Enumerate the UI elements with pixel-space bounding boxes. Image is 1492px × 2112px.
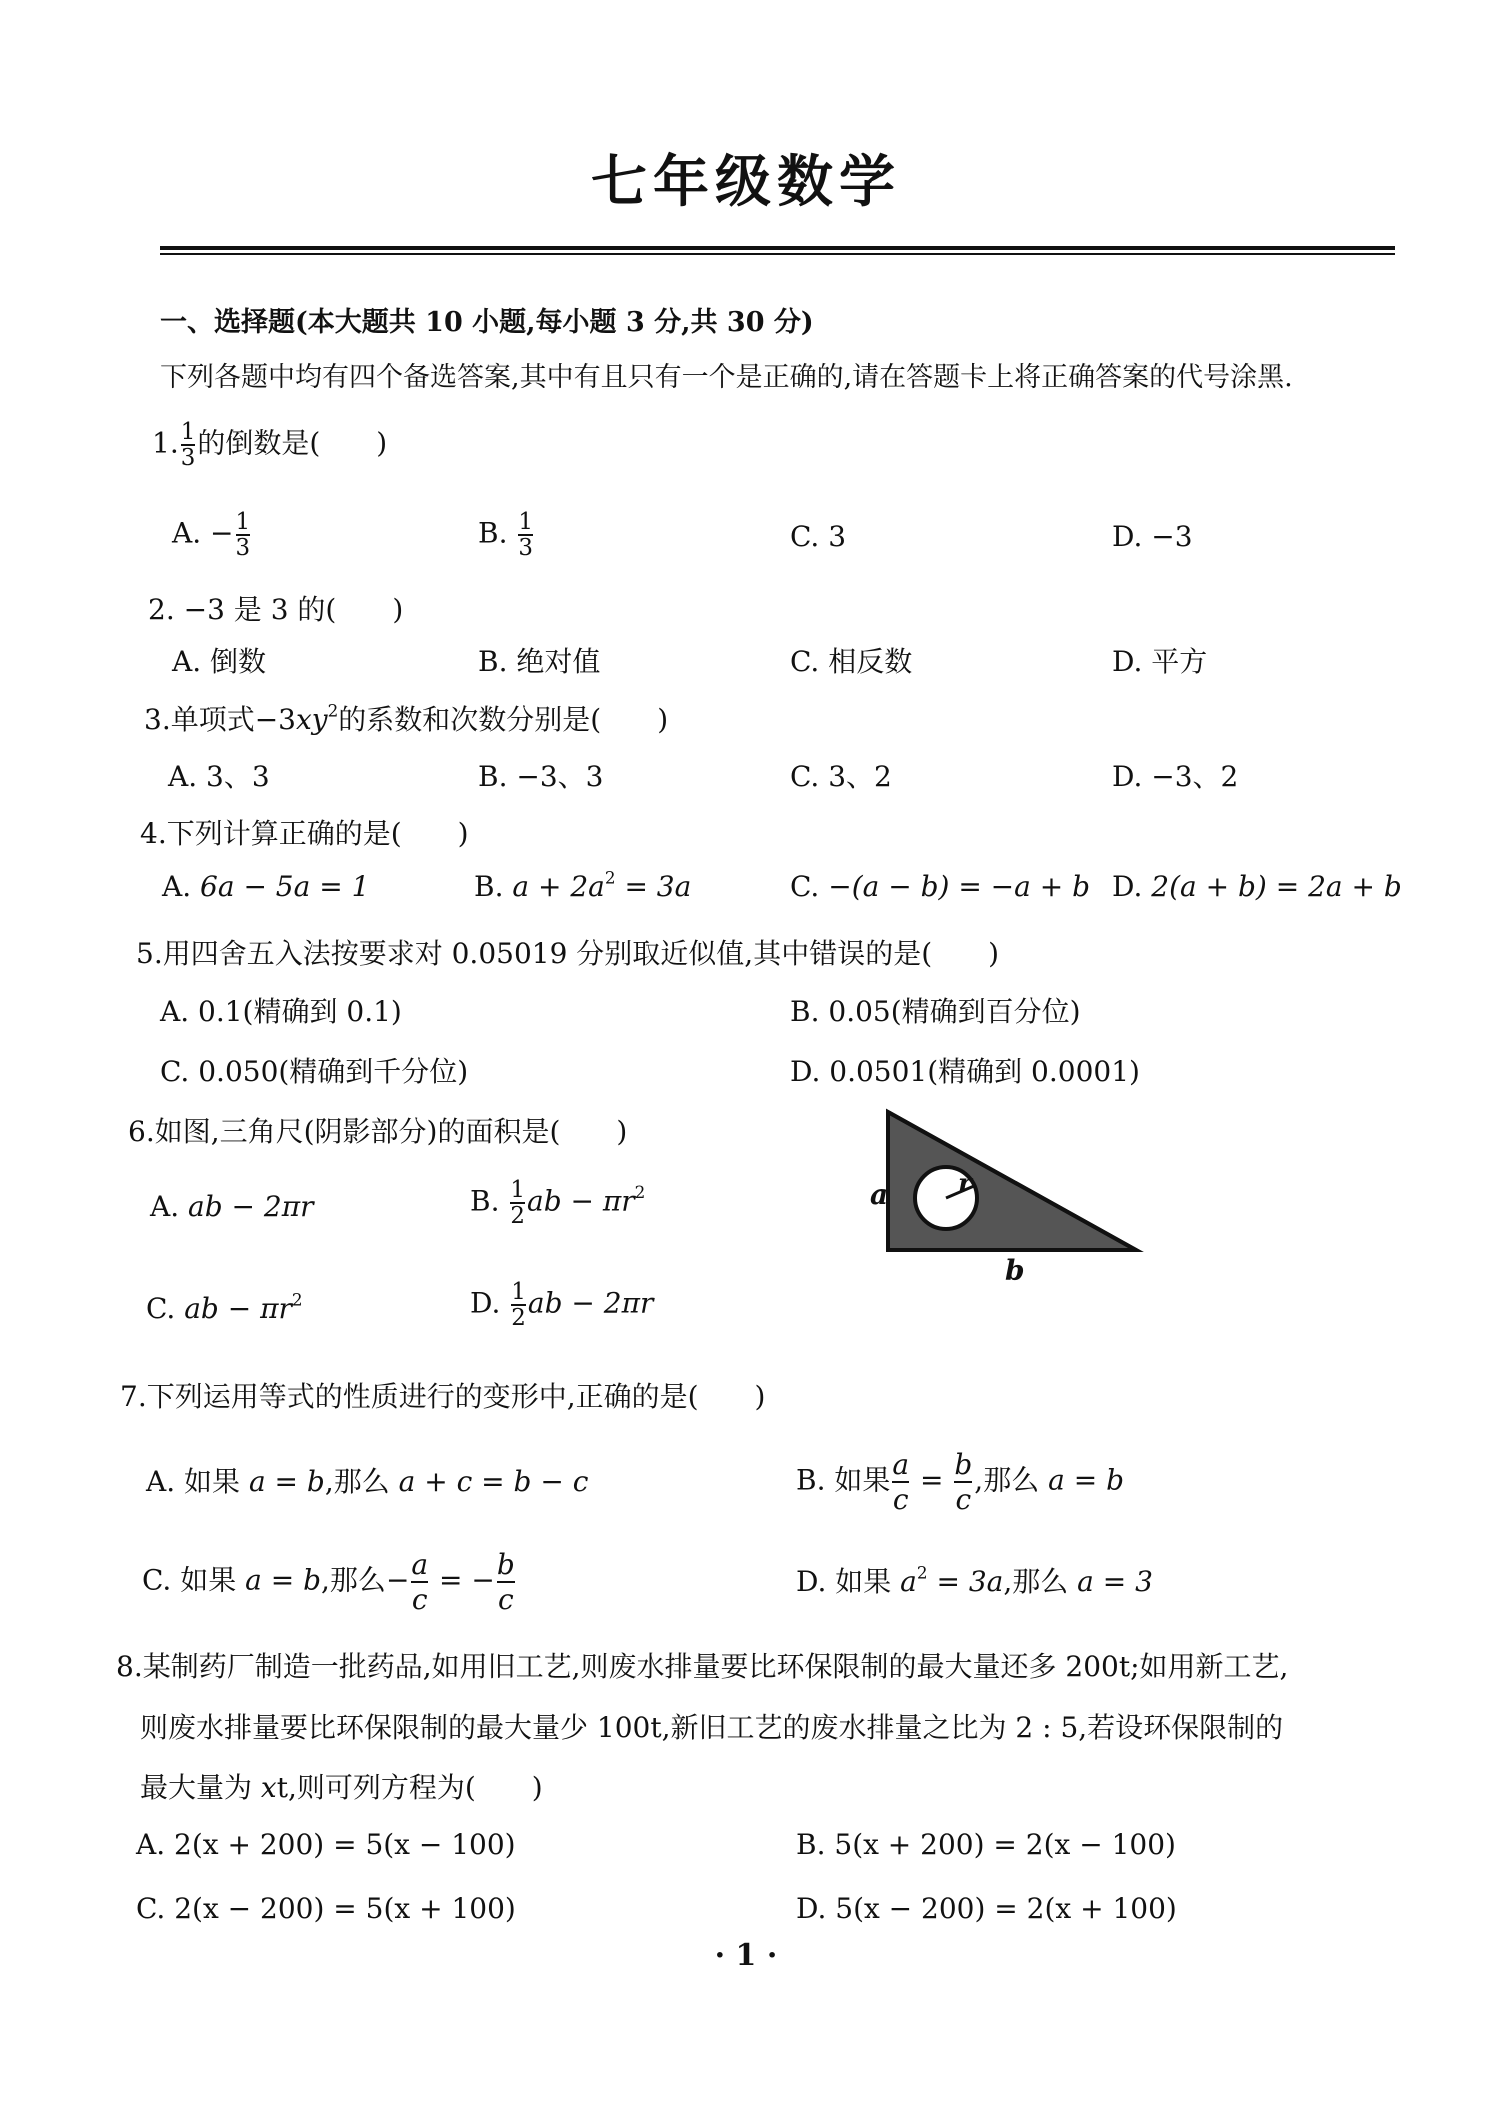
fraction [511, 1280, 526, 1330]
question-5: 5.用四舍五入法按要求对 0.05019 分别取近似值,其中错误的是( ) [136, 937, 1000, 970]
expression: = 3a [927, 1565, 1004, 1598]
question-4: 4.下列计算正确的是( ) [140, 817, 469, 850]
exponent: 2 [604, 867, 616, 888]
connector-text: ,那么 [324, 1465, 390, 1498]
expression: ab − 2πr [188, 1190, 314, 1223]
option-label: D. [1112, 870, 1143, 903]
option-label: B. [474, 870, 504, 903]
question-text: 的系数和次数分别是( ) [338, 703, 669, 736]
question-8-line-1: 8.某制药厂制造一批药品,如用旧工艺,则废水排量要比环保限制的最大量还多 200t;如用新工艺, [116, 1650, 1289, 1683]
triangle-ruler-figure [860, 1100, 1150, 1290]
equals: = [911, 1463, 953, 1497]
numerator: 1 [510, 1177, 525, 1203]
q1-option-a[interactable] [172, 510, 252, 560]
q4-option-b[interactable] [474, 867, 692, 903]
fraction [954, 1448, 972, 1516]
expression: 2(a + b) = 2a + b [1151, 870, 1402, 903]
connector-text: ,那么 [321, 1563, 386, 1597]
denominator: c [411, 1583, 428, 1616]
q7-option-d[interactable] [796, 1560, 1153, 1600]
equals: = − [430, 1563, 495, 1597]
title-rule-thin [160, 253, 1395, 255]
expression: a [900, 1565, 917, 1598]
denominator: 2 [510, 1203, 525, 1230]
q2-option-c[interactable]: C. 相反数 [790, 645, 913, 678]
variable: x [260, 1771, 277, 1804]
q6-option-b[interactable] [470, 1178, 645, 1228]
q8-option-b[interactable]: B. 5(x + 200) = 2(x − 100) [796, 1828, 1176, 1861]
option-label: A. [172, 516, 202, 550]
exponent: 2 [634, 1182, 646, 1202]
option-label: D. [470, 1286, 501, 1320]
question-3 [144, 698, 668, 738]
question-text: 的倒数是( ) [197, 426, 388, 460]
q3-option-c[interactable]: C. 3、2 [790, 760, 892, 793]
exponent: 2 [916, 1562, 928, 1583]
q3-option-a[interactable]: A. 3、3 [168, 760, 270, 793]
q5-option-b[interactable]: B. 0.05(精确到百分位) [790, 995, 1081, 1028]
expression: ab − πr [527, 1184, 635, 1218]
denominator: c [497, 1583, 514, 1616]
denominator: 3 [518, 535, 533, 562]
label-r: r [958, 1169, 972, 1199]
option-label: D. 如果 [796, 1565, 892, 1598]
denominator: 3 [235, 535, 251, 562]
page-number: · 1 · [714, 1938, 778, 1973]
expression: ab − πr [184, 1292, 292, 1325]
option-label: B. [470, 1184, 500, 1218]
q7-option-c[interactable] [142, 1548, 517, 1616]
title-rule-thick [160, 246, 1395, 250]
q6-option-c[interactable] [146, 1289, 303, 1325]
connector-text: ,那么 [974, 1463, 1040, 1497]
fraction [236, 510, 251, 560]
numerator: b [954, 1448, 973, 1481]
question-text: 最大量为 [140, 1771, 261, 1804]
q7-option-b[interactable] [796, 1448, 1124, 1516]
fraction [892, 1448, 909, 1516]
denominator: c [892, 1483, 909, 1516]
option-label: C. [790, 870, 820, 903]
numerator: 1 [235, 509, 251, 535]
q5-option-d[interactable]: D. 0.0501(精确到 0.0001) [790, 1055, 1140, 1088]
option-label: C. 如果 [142, 1563, 237, 1597]
expression: a + c = b − c [398, 1465, 589, 1498]
fraction [518, 510, 533, 560]
label-a: a [870, 1178, 889, 1211]
q8-option-c[interactable]: C. 2(x − 200) = 5(x + 100) [136, 1892, 516, 1925]
q5-option-c[interactable]: C. 0.050(精确到千分位) [160, 1055, 469, 1088]
numerator: 1 [518, 509, 533, 535]
expression: a = b [1048, 1463, 1124, 1497]
variable: xy [296, 703, 328, 736]
exponent: 2 [291, 1289, 303, 1310]
question-text: t,则可列方程为( ) [276, 1771, 543, 1804]
q1-option-d[interactable]: D. −3 [1112, 520, 1193, 553]
expression: = 3a [615, 870, 692, 903]
fraction [510, 1178, 525, 1228]
section-heading: 一、选择题(本大题共 10 小题,每小题 3 分,共 30 分) [160, 307, 814, 338]
q2-option-b[interactable]: B. 绝对值 [478, 645, 601, 678]
option-label: A. [162, 870, 192, 903]
fraction [181, 420, 196, 470]
option-label: A. [150, 1190, 180, 1223]
q2-option-a[interactable]: A. 倒数 [172, 645, 267, 678]
q8-option-a[interactable]: A. 2(x + 200) = 5(x − 100) [136, 1828, 516, 1861]
sign: − [385, 1563, 410, 1597]
q2-option-d[interactable]: D. 平方 [1112, 645, 1208, 678]
q3-option-b[interactable]: B. −3、3 [478, 760, 604, 793]
numerator: b [496, 1548, 515, 1581]
denominator: 3 [180, 445, 196, 472]
denominator: 2 [511, 1305, 526, 1332]
q8-option-d[interactable]: D. 5(x − 200) = 2(x + 100) [796, 1892, 1177, 1925]
connector-text: ,那么 [1003, 1565, 1069, 1598]
q6-option-d[interactable] [470, 1280, 653, 1330]
expression: 6a − 5a = 1 [200, 870, 370, 903]
numerator: a [411, 1548, 429, 1581]
q7-option-a[interactable] [146, 1460, 588, 1500]
denominator: c [955, 1483, 972, 1516]
label-b: b [1005, 1254, 1025, 1287]
q1-option-b[interactable] [478, 510, 535, 560]
question-7: 7.下列运用等式的性质进行的变形中,正确的是( ) [120, 1380, 766, 1413]
numerator: a [892, 1448, 910, 1481]
q3-option-d[interactable]: D. −3、2 [1112, 760, 1239, 793]
option-label: B. [478, 516, 508, 550]
question-number: 1. [152, 426, 179, 460]
q5-option-a[interactable]: A. 0.1(精确到 0.1) [160, 995, 402, 1028]
page-title: 七年级数学 [591, 149, 901, 215]
exponent: 2 [327, 700, 339, 721]
option-label: A. 如果 [146, 1465, 241, 1498]
expression: a + 2a [512, 870, 605, 903]
question-2: 2. −3 是 3 的( ) [148, 593, 404, 626]
sign: − [210, 516, 234, 550]
question-1 [152, 420, 387, 470]
fraction [497, 1548, 515, 1616]
expression: ab − 2πr [527, 1286, 654, 1320]
expression: a = b [245, 1563, 322, 1597]
question-6: 6.如图,三角尺(阴影部分)的面积是( ) [128, 1115, 628, 1148]
expression: a = 3 [1077, 1565, 1153, 1598]
question-8-line-2: 则废水排量要比环保限制的最大量少 100t,新旧工艺的废水排量之比为 2 : 5,若设环保限制的 [140, 1711, 1284, 1744]
q4-option-a[interactable] [162, 870, 369, 903]
q1-option-c[interactable]: C. 3 [790, 520, 847, 553]
numerator: 1 [180, 419, 196, 445]
q4-option-d[interactable] [1112, 870, 1402, 903]
q6-option-a[interactable] [150, 1190, 314, 1223]
section-instruction: 下列各题中均有四个备选答案,其中有且只有一个是正确的,请在答题卡上将正确答案的代号涂黑. [160, 362, 1293, 393]
fraction [411, 1548, 428, 1616]
option-label: C. [146, 1292, 176, 1325]
expression: −(a − b) = −a + b [828, 870, 1091, 903]
option-label: B. 如果 [796, 1463, 891, 1497]
numerator: 1 [511, 1279, 526, 1305]
q4-option-c[interactable] [790, 870, 1090, 903]
question-8-line-3 [140, 1766, 543, 1806]
expression: a = b [248, 1465, 325, 1498]
question-text: 3.单项式−3 [144, 703, 296, 736]
